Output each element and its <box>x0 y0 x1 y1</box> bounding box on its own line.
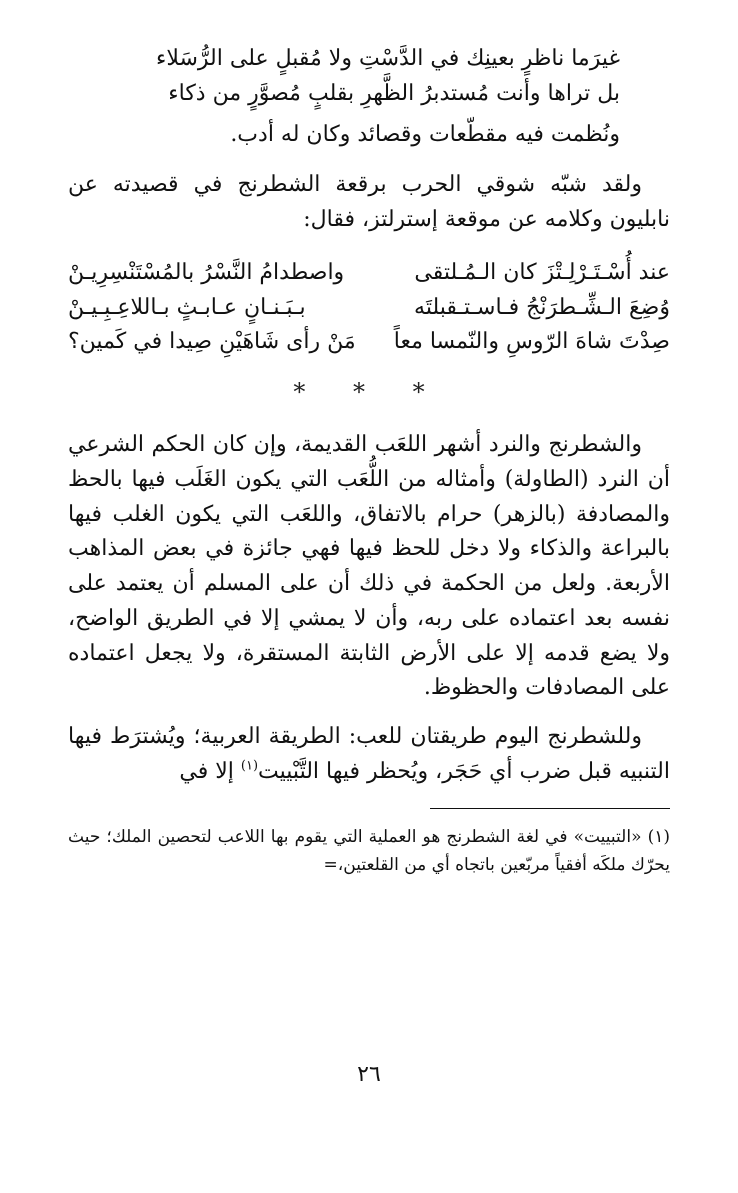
paragraph-intro: ولقد شبّه شوقي الحرب برقعة الشطرنج في قصيدته عن نابليون وكلامه عن موقعة إسترلتز، فقال: <box>68 172 670 232</box>
verse-top <box>68 42 670 112</box>
hemistich-right: وُضِعَ الـشِّـطرَنْجُ فـاسـتـقبلتَه <box>414 294 670 320</box>
verse-line: بل تراها وأنت مُستدبرُ الظَّهرِ بقلبٍ مُصوَّرٍ من ذكاء <box>168 80 620 106</box>
line-after-verse: ونُظمت فيه مقطّعات وقصائد وكان له أدب. <box>230 121 620 147</box>
couplet <box>68 325 670 360</box>
couplet <box>68 256 670 291</box>
paragraph-main: والشطرنج والنرد أشهر اللعَب القديمة، وإن كان الحكم الشرعي أن النرد (الطاولة) وأمثاله من اللُّعَب التي يكون الغَلَب فيها بالحظ والمصادفة (بالزهر) حرام بالاتفاق، واللعَب التي يكون الغلب فيها بالبراعة والذكاء ولا دخل للحظ فيها فهي جائزة في بعض المذاهب الأربعة. ولعل من الحكمة في ذلك أن على المسلم أن يعتمد على نفسه بعد اعتماده على ربه، وأن لا يمشي إلا في الطريق الواضح، ولا يضع قدمه إلا على الأرض الثابتة المستقرة، ولا يجعل اعتماده على المصادفات والحظوظ. <box>68 432 670 701</box>
footnote-reference: (١) <box>240 758 259 774</box>
book-page <box>68 42 670 1193</box>
paragraph-last-tail: إلا في <box>179 758 241 784</box>
poem-couplets <box>68 256 670 360</box>
hemistich-right: عند أُسْـتَـرْلِـتْزَ كان الـمُـلتقى <box>414 259 670 285</box>
page-number: ٢٦ <box>357 1062 381 1087</box>
couplet <box>68 291 670 326</box>
footnote-divider <box>430 808 670 809</box>
paragraph-last <box>68 720 670 790</box>
hemistich-left: مَنْ رأى شَاهَيْنِ صِيدا في كَمين؟ <box>68 329 356 355</box>
hemistich-right: صِدْتَ شاهَ الرّوسِ والنّمسا معاً <box>393 329 670 355</box>
footnote: (١) «التبييت» في لغة الشطرنج هو العملية التي يقوم بها اللاعب لتحصين الملك؛ حيث يحرّك ملكَه أفقياً مربّعين باتجاه أي من القلعتين،= <box>68 826 670 875</box>
hemistich-left: واصطدامُ النَّسْرُ بالمُسْتَنْسِرِيـنْ <box>68 259 345 285</box>
verse-line: غيرَما ناظرٍ بعينِك في الدَّسْتِ ولا مُقبلٍ على الرُّسَلاء <box>156 46 620 71</box>
hemistich-left: بـبَـنـانٍ عـابـثٍ بـاللاعِـبِـيـنْ <box>68 294 306 320</box>
paragraph-last-text: وللشطرنج اليوم طريقتان للعب: الطريقة العربية؛ ويُشترَط فيها التنبيه قبل ضرب أي حَجَر، ويُحظر فيها التَّبْييت <box>68 724 670 784</box>
section-separator: * * * <box>293 378 445 406</box>
